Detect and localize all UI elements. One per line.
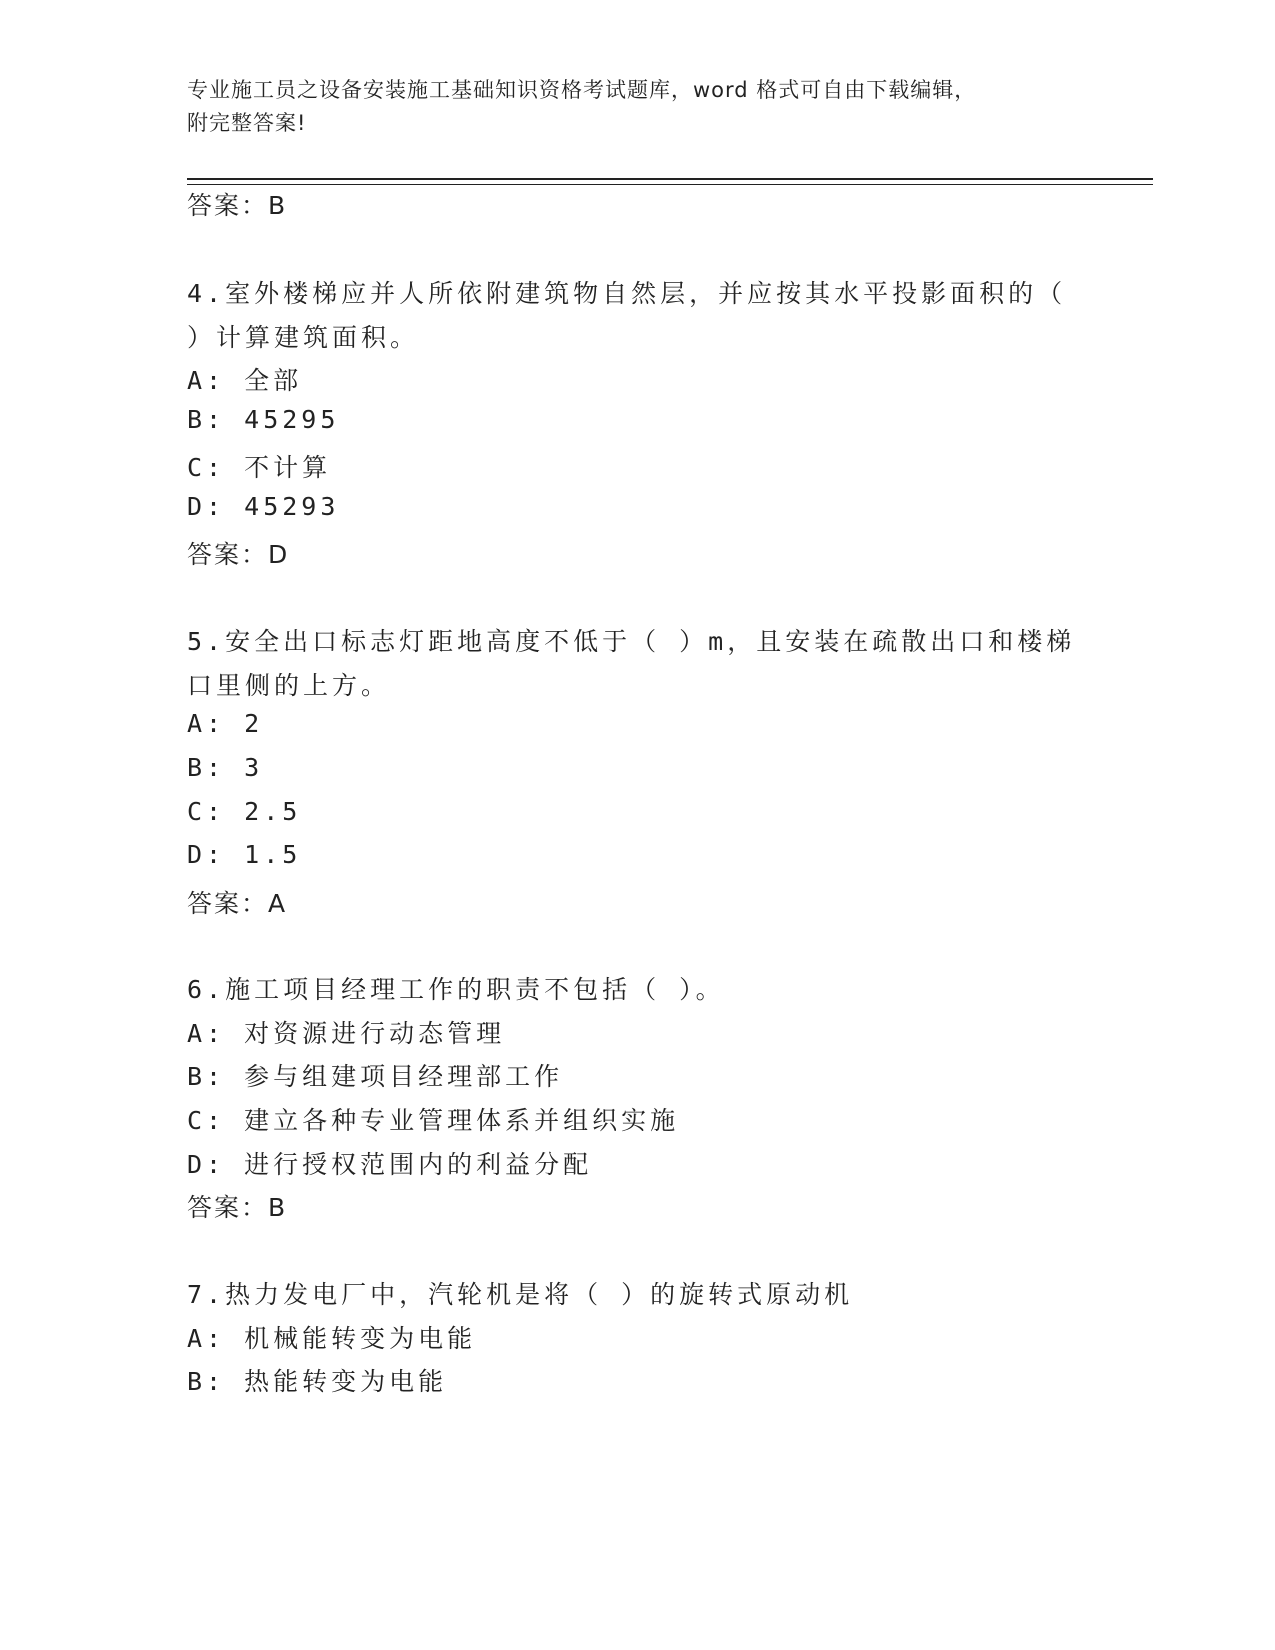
- question-5-option-d: D: 1.5: [187, 840, 302, 869]
- question-4-stem-line-2: ）计算建筑面积。: [187, 323, 420, 352]
- question-6-option-b: B: 参与组建项目经理部工作: [187, 1062, 564, 1091]
- header-line-1: 专业施工员之设备安装施工基础知识资格考试题库，word 格式可自由下载编辑，: [187, 78, 977, 102]
- question-5-stem-line-2: 口里侧的上方。: [187, 671, 391, 700]
- header-rule-thick: [187, 178, 1153, 180]
- header-rule-thin: [187, 184, 1153, 185]
- question-5-option-c: C: 2.5: [187, 797, 302, 826]
- question-7-option-b: B: 热能转变为电能: [187, 1367, 448, 1396]
- question-5-stem-line-1: 5.安全出口标志灯距地高度不低于（ ）m，且安装在疏散出口和楼梯: [187, 627, 1076, 656]
- question-4-option-a: A: 全部: [187, 366, 303, 395]
- question-6-option-d: D: 进行授权范围内的利益分配: [187, 1150, 593, 1179]
- question-4-stem-line-1: 4.室外楼梯应并人所依附建筑物自然层，并应按其水平投影面积的（: [187, 279, 1067, 308]
- question-6-option-c: C: 建立各种专业管理体系并组织实施: [187, 1106, 680, 1135]
- question-6-option-a: A: 对资源进行动态管理: [187, 1019, 506, 1048]
- question-5-answer: 答案：A: [187, 889, 288, 918]
- question-5-option-b: B: 3: [187, 753, 264, 782]
- question-7-stem-line-1: 7.热力发电厂中，汽轮机是将（ ）的旋转式原动机: [187, 1280, 854, 1309]
- header-line-2: 附完整答案!: [187, 111, 307, 135]
- question-4-option-d: D: 45293: [187, 492, 340, 521]
- question-6-answer: 答案：B: [187, 1193, 288, 1222]
- document-header: [187, 74, 1067, 140]
- question-4-option-b: B: 45295: [187, 405, 340, 434]
- question-6-stem-line-1: 6.施工项目经理工作的职责不包括（ ）。: [187, 975, 725, 1004]
- question-5-option-a: A: 2: [187, 709, 264, 738]
- question-4-answer: 答案：D: [187, 540, 290, 569]
- question-7-option-a: A: 机械能转变为电能: [187, 1324, 477, 1353]
- question-4-option-c: C: 不计算: [187, 453, 332, 482]
- answer-line: 答案：B: [187, 191, 288, 220]
